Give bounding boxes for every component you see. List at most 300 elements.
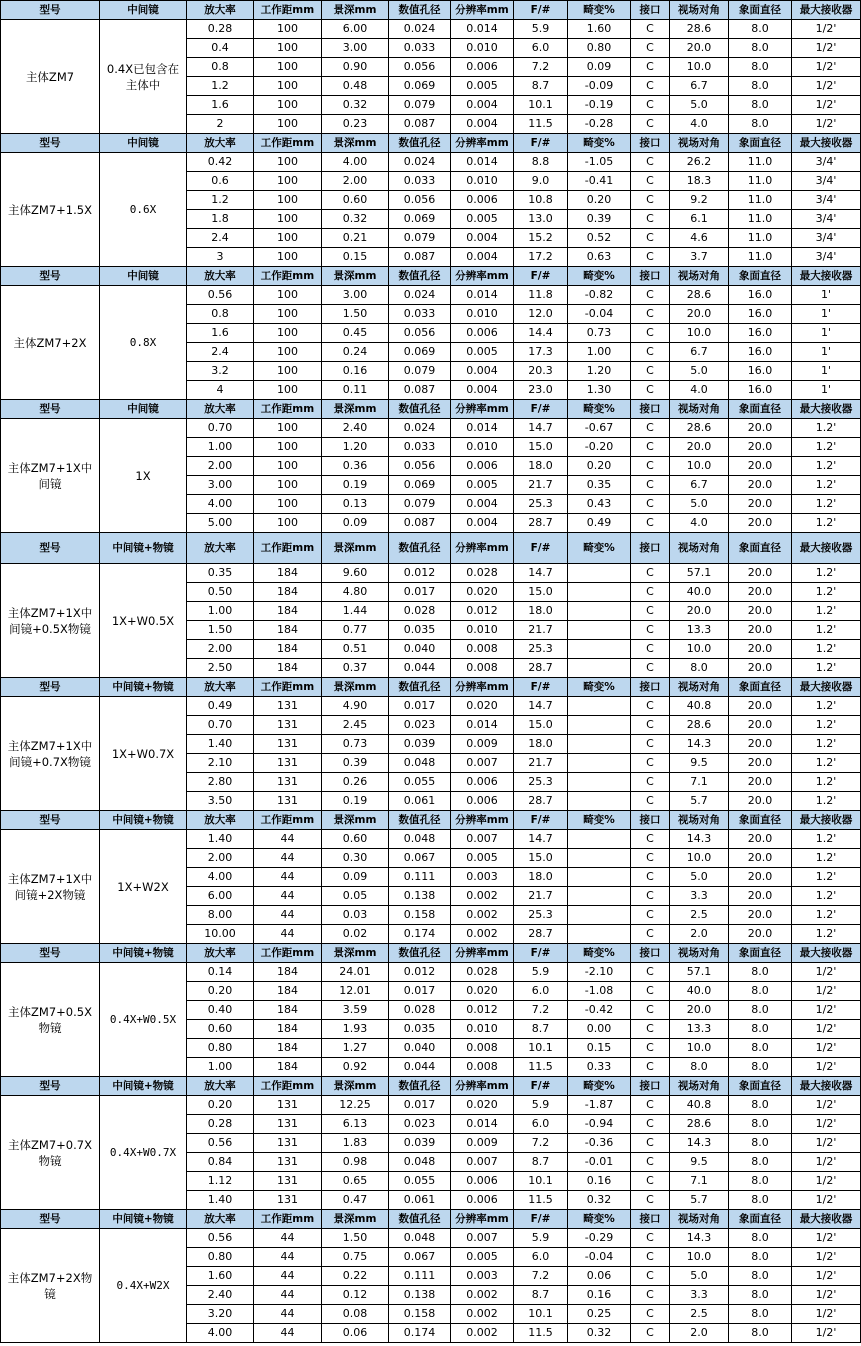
column-header: 接口 [631,1,670,20]
working-distance-cell: 184 [254,1039,322,1058]
magnification-cell: 2.4 [187,229,254,248]
image-diameter-cell: 16.0 [729,286,792,305]
column-header: 畸变% [568,678,631,697]
max-sensor-cell: 1.2' [792,792,861,811]
field-diagonal-cell: 5.0 [670,96,729,115]
column-header: 最大接收器 [792,267,861,286]
mount-cell: C [631,754,670,773]
image-diameter-cell: 11.0 [729,191,792,210]
mount-cell: C [631,324,670,343]
depth-of-field-cell: 3.59 [322,1001,389,1020]
mount-cell: C [631,1020,670,1039]
column-header: 畸变% [568,533,631,564]
magnification-cell: 2.80 [187,773,254,792]
column-header: 中间镜 [100,400,187,419]
field-diagonal-cell: 6.7 [670,476,729,495]
depth-of-field-cell: 0.15 [322,248,389,267]
column-header: 接口 [631,811,670,830]
column-header: 视场对角 [670,811,729,830]
magnification-cell: 1.8 [187,210,254,229]
numerical-aperture-cell: 0.079 [389,96,451,115]
column-header: 最大接收器 [792,1,861,20]
resolution-cell: 0.004 [451,362,514,381]
resolution-cell: 0.006 [451,773,514,792]
max-sensor-cell: 3/4' [792,210,861,229]
f-number-cell: 17.3 [514,343,568,362]
depth-of-field-cell: 0.21 [322,229,389,248]
max-sensor-cell: 1/2' [792,1191,861,1210]
model-cell: 主体ZM7+1X中间镜 [1,419,100,533]
column-header: 数值孔径 [389,678,451,697]
column-header: 最大接收器 [792,1210,861,1229]
depth-of-field-cell: 3.00 [322,39,389,58]
magnification-cell: 2.00 [187,640,254,659]
depth-of-field-cell: 0.37 [322,659,389,678]
working-distance-cell: 44 [254,830,322,849]
numerical-aperture-cell: 0.024 [389,419,451,438]
column-header: F/# [514,1,568,20]
image-diameter-cell: 8.0 [729,982,792,1001]
max-sensor-cell: 3/4' [792,248,861,267]
f-number-cell: 6.0 [514,1248,568,1267]
distortion-cell: -0.82 [568,286,631,305]
image-diameter-cell: 20.0 [729,457,792,476]
column-header: 景深mm [322,1,389,20]
depth-of-field-cell: 0.30 [322,849,389,868]
image-diameter-cell: 8.0 [729,1248,792,1267]
depth-of-field-cell: 4.90 [322,697,389,716]
magnification-cell: 0.20 [187,982,254,1001]
numerical-aperture-cell: 0.012 [389,963,451,982]
working-distance-cell: 100 [254,324,322,343]
resolution-cell: 0.003 [451,868,514,887]
magnification-cell: 1.40 [187,735,254,754]
f-number-cell: 21.7 [514,476,568,495]
numerical-aperture-cell: 0.035 [389,621,451,640]
numerical-aperture-cell: 0.039 [389,735,451,754]
group-header-row [1,134,861,153]
max-sensor-cell: 1.2' [792,476,861,495]
mount-cell: C [631,1324,670,1343]
image-diameter-cell: 20.0 [729,868,792,887]
image-diameter-cell: 16.0 [729,343,792,362]
column-header: 放大率 [187,1210,254,1229]
column-header: 畸变% [568,944,631,963]
numerical-aperture-cell: 0.174 [389,1324,451,1343]
column-header: 分辨率mm [451,1,514,20]
column-header: 接口 [631,1210,670,1229]
column-header: 型号 [1,400,100,419]
image-diameter-cell: 16.0 [729,362,792,381]
field-diagonal-cell: 9.5 [670,754,729,773]
numerical-aperture-cell: 0.048 [389,1229,451,1248]
f-number-cell: 15.0 [514,583,568,602]
column-header: 接口 [631,134,670,153]
working-distance-cell: 131 [254,735,322,754]
distortion-cell: 0.80 [568,39,631,58]
field-diagonal-cell: 26.2 [670,153,729,172]
magnification-cell: 10.00 [187,925,254,944]
distortion-cell: 1.20 [568,362,631,381]
max-sensor-cell: 3/4' [792,172,861,191]
working-distance-cell: 184 [254,583,322,602]
max-sensor-cell: 1/2' [792,982,861,1001]
column-header: 工作距mm [254,678,322,697]
distortion-cell [568,906,631,925]
working-distance-cell: 131 [254,1115,322,1134]
column-header: 最大接收器 [792,134,861,153]
field-diagonal-cell: 10.0 [670,1039,729,1058]
numerical-aperture-cell: 0.056 [389,58,451,77]
numerical-aperture-cell: 0.067 [389,849,451,868]
column-header: 最大接收器 [792,811,861,830]
f-number-cell: 8.7 [514,1020,568,1039]
max-sensor-cell: 1/2' [792,1134,861,1153]
max-sensor-cell: 1/2' [792,1096,861,1115]
resolution-cell: 0.007 [451,1229,514,1248]
mount-cell: C [631,963,670,982]
mount-cell: C [631,1001,670,1020]
column-header: 型号 [1,1077,100,1096]
numerical-aperture-cell: 0.033 [389,39,451,58]
image-diameter-cell: 20.0 [729,564,792,583]
working-distance-cell: 100 [254,495,322,514]
f-number-cell: 18.0 [514,457,568,476]
field-diagonal-cell: 57.1 [670,963,729,982]
working-distance-cell: 100 [254,96,322,115]
field-diagonal-cell: 2.5 [670,1305,729,1324]
image-diameter-cell: 20.0 [729,697,792,716]
working-distance-cell: 184 [254,963,322,982]
field-diagonal-cell: 2.0 [670,925,729,944]
image-diameter-cell: 8.0 [729,1115,792,1134]
column-header: 放大率 [187,1077,254,1096]
distortion-cell: 0.32 [568,1324,631,1343]
field-diagonal-cell: 5.0 [670,1267,729,1286]
working-distance-cell: 100 [254,419,322,438]
working-distance-cell: 184 [254,1020,322,1039]
column-header: 数值孔径 [389,400,451,419]
column-header: 工作距mm [254,400,322,419]
image-diameter-cell: 20.0 [729,925,792,944]
distortion-cell: 0.32 [568,1191,631,1210]
magnification-cell: 2 [187,115,254,134]
column-header: 象面直径 [729,134,792,153]
mount-cell: C [631,735,670,754]
mount-cell: C [631,191,670,210]
image-diameter-cell: 8.0 [729,1305,792,1324]
depth-of-field-cell: 4.80 [322,583,389,602]
field-diagonal-cell: 13.3 [670,1020,729,1039]
mount-cell: C [631,1229,670,1248]
column-header: 中间镜+物镜 [100,678,187,697]
column-header: 景深mm [322,533,389,564]
depth-of-field-cell: 0.11 [322,381,389,400]
distortion-cell [568,754,631,773]
working-distance-cell: 184 [254,659,322,678]
max-sensor-cell: 1/2' [792,1020,861,1039]
column-header: 型号 [1,1210,100,1229]
distortion-cell: -1.87 [568,1096,631,1115]
column-header: 最大接收器 [792,944,861,963]
mount-cell: C [631,830,670,849]
column-header: 分辨率mm [451,1077,514,1096]
image-diameter-cell: 20.0 [729,640,792,659]
f-number-cell: 17.2 [514,248,568,267]
depth-of-field-cell: 2.45 [322,716,389,735]
max-sensor-cell: 1.2' [792,514,861,533]
depth-of-field-cell: 6.00 [322,20,389,39]
numerical-aperture-cell: 0.048 [389,1153,451,1172]
resolution-cell: 0.004 [451,514,514,533]
column-header: 畸变% [568,811,631,830]
magnification-cell: 0.20 [187,1096,254,1115]
table-row [1,830,861,849]
image-diameter-cell: 20.0 [729,754,792,773]
max-sensor-cell: 1.2' [792,887,861,906]
numerical-aperture-cell: 0.067 [389,1248,451,1267]
mount-cell: C [631,39,670,58]
column-header: 最大接收器 [792,1077,861,1096]
field-diagonal-cell: 6.1 [670,210,729,229]
depth-of-field-cell: 0.19 [322,476,389,495]
distortion-cell: 1.30 [568,381,631,400]
magnification-cell: 1.6 [187,96,254,115]
mount-cell: C [631,602,670,621]
middle-lens-cell: 0.4X已包含在主体中 [100,20,187,134]
column-header: 景深mm [322,1210,389,1229]
working-distance-cell: 44 [254,1305,322,1324]
column-header: 景深mm [322,1077,389,1096]
field-diagonal-cell: 2.5 [670,906,729,925]
distortion-cell: 0.20 [568,457,631,476]
magnification-cell: 0.42 [187,153,254,172]
depth-of-field-cell: 0.36 [322,457,389,476]
distortion-cell: 0.16 [568,1286,631,1305]
mount-cell: C [631,229,670,248]
image-diameter-cell: 16.0 [729,324,792,343]
resolution-cell: 0.010 [451,438,514,457]
working-distance-cell: 100 [254,172,322,191]
column-header: 工作距mm [254,134,322,153]
image-diameter-cell: 8.0 [729,39,792,58]
image-diameter-cell: 8.0 [729,1096,792,1115]
max-sensor-cell: 1.2' [792,419,861,438]
depth-of-field-cell: 6.13 [322,1115,389,1134]
mount-cell: C [631,1134,670,1153]
max-sensor-cell: 1.2' [792,716,861,735]
resolution-cell: 0.006 [451,58,514,77]
column-header: 接口 [631,1077,670,1096]
distortion-cell: -0.19 [568,96,631,115]
numerical-aperture-cell: 0.087 [389,381,451,400]
distortion-cell: -0.29 [568,1229,631,1248]
max-sensor-cell: 1/2' [792,1172,861,1191]
depth-of-field-cell: 0.26 [322,773,389,792]
resolution-cell: 0.020 [451,982,514,1001]
magnification-cell: 0.56 [187,1134,254,1153]
group-header-row [1,944,861,963]
distortion-cell: 0.33 [568,1058,631,1077]
magnification-cell: 2.00 [187,457,254,476]
depth-of-field-cell: 12.25 [322,1096,389,1115]
depth-of-field-cell: 0.47 [322,1191,389,1210]
image-diameter-cell: 20.0 [729,887,792,906]
numerical-aperture-cell: 0.028 [389,1001,451,1020]
middle-lens-cell: 0.4X+W0.7X [100,1096,187,1210]
column-header: 畸变% [568,267,631,286]
numerical-aperture-cell: 0.035 [389,1020,451,1039]
column-header: 景深mm [322,134,389,153]
column-header: 视场对角 [670,678,729,697]
resolution-cell: 0.020 [451,697,514,716]
working-distance-cell: 184 [254,982,322,1001]
field-diagonal-cell: 10.0 [670,849,729,868]
field-diagonal-cell: 28.6 [670,716,729,735]
column-header: 数值孔径 [389,1,451,20]
column-header: F/# [514,944,568,963]
field-diagonal-cell: 4.0 [670,115,729,134]
middle-lens-cell: 0.8X [100,286,187,400]
numerical-aperture-cell: 0.048 [389,754,451,773]
image-diameter-cell: 8.0 [729,1134,792,1153]
mount-cell: C [631,792,670,811]
numerical-aperture-cell: 0.056 [389,191,451,210]
numerical-aperture-cell: 0.087 [389,248,451,267]
working-distance-cell: 100 [254,58,322,77]
resolution-cell: 0.004 [451,495,514,514]
magnification-cell: 1.40 [187,830,254,849]
f-number-cell: 12.0 [514,305,568,324]
magnification-cell: 0.70 [187,716,254,735]
field-diagonal-cell: 5.7 [670,792,729,811]
magnification-cell: 0.50 [187,583,254,602]
resolution-cell: 0.008 [451,1058,514,1077]
column-header: F/# [514,267,568,286]
mount-cell: C [631,621,670,640]
working-distance-cell: 131 [254,1191,322,1210]
column-header: F/# [514,1077,568,1096]
f-number-cell: 10.1 [514,1305,568,1324]
depth-of-field-cell: 0.90 [322,58,389,77]
distortion-cell [568,830,631,849]
working-distance-cell: 131 [254,1153,322,1172]
image-diameter-cell: 8.0 [729,115,792,134]
depth-of-field-cell: 1.93 [322,1020,389,1039]
resolution-cell: 0.005 [451,343,514,362]
distortion-cell: 1.00 [568,343,631,362]
f-number-cell: 11.5 [514,1191,568,1210]
image-diameter-cell: 20.0 [729,514,792,533]
distortion-cell: -1.08 [568,982,631,1001]
f-number-cell: 20.3 [514,362,568,381]
column-header: 视场对角 [670,533,729,564]
resolution-cell: 0.028 [451,564,514,583]
numerical-aperture-cell: 0.111 [389,868,451,887]
magnification-cell: 0.56 [187,1229,254,1248]
field-diagonal-cell: 20.0 [670,39,729,58]
resolution-cell: 0.006 [451,1191,514,1210]
column-header: 放大率 [187,1,254,20]
max-sensor-cell: 3/4' [792,191,861,210]
image-diameter-cell: 8.0 [729,963,792,982]
distortion-cell [568,887,631,906]
numerical-aperture-cell: 0.079 [389,229,451,248]
mount-cell: C [631,153,670,172]
numerical-aperture-cell: 0.061 [389,792,451,811]
column-header: 型号 [1,533,100,564]
depth-of-field-cell: 0.60 [322,830,389,849]
f-number-cell: 15.2 [514,229,568,248]
resolution-cell: 0.010 [451,1020,514,1039]
column-header: 象面直径 [729,1077,792,1096]
numerical-aperture-cell: 0.028 [389,602,451,621]
mount-cell: C [631,438,670,457]
working-distance-cell: 100 [254,438,322,457]
max-sensor-cell: 1.2' [792,754,861,773]
mount-cell: C [631,1153,670,1172]
distortion-cell: -0.41 [568,172,631,191]
working-distance-cell: 184 [254,1058,322,1077]
f-number-cell: 10.8 [514,191,568,210]
working-distance-cell: 131 [254,716,322,735]
image-diameter-cell: 11.0 [729,153,792,172]
image-diameter-cell: 20.0 [729,476,792,495]
magnification-cell: 0.80 [187,1039,254,1058]
f-number-cell: 10.1 [514,1172,568,1191]
column-header: 型号 [1,267,100,286]
numerical-aperture-cell: 0.033 [389,438,451,457]
column-header: 分辨率mm [451,944,514,963]
resolution-cell: 0.005 [451,1248,514,1267]
mount-cell: C [631,1191,670,1210]
field-diagonal-cell: 14.3 [670,1134,729,1153]
magnification-cell: 2.10 [187,754,254,773]
field-diagonal-cell: 3.3 [670,1286,729,1305]
field-diagonal-cell: 10.0 [670,457,729,476]
working-distance-cell: 131 [254,754,322,773]
field-diagonal-cell: 8.0 [670,659,729,678]
image-diameter-cell: 11.0 [729,210,792,229]
field-diagonal-cell: 5.0 [670,362,729,381]
resolution-cell: 0.014 [451,153,514,172]
column-header: 景深mm [322,400,389,419]
working-distance-cell: 131 [254,792,322,811]
column-header: 型号 [1,134,100,153]
image-diameter-cell: 8.0 [729,96,792,115]
image-diameter-cell: 8.0 [729,1039,792,1058]
max-sensor-cell: 1/2' [792,39,861,58]
max-sensor-cell: 1.2' [792,697,861,716]
column-header: 象面直径 [729,533,792,564]
column-header: 分辨率mm [451,811,514,830]
mount-cell: C [631,906,670,925]
depth-of-field-cell: 0.92 [322,1058,389,1077]
numerical-aperture-cell: 0.079 [389,495,451,514]
depth-of-field-cell: 0.98 [322,1153,389,1172]
magnification-cell: 0.70 [187,419,254,438]
working-distance-cell: 44 [254,925,322,944]
working-distance-cell: 100 [254,286,322,305]
depth-of-field-cell: 9.60 [322,564,389,583]
resolution-cell: 0.014 [451,419,514,438]
f-number-cell: 11.5 [514,1058,568,1077]
mount-cell: C [631,305,670,324]
column-header: 放大率 [187,400,254,419]
distortion-cell: 0.49 [568,514,631,533]
distortion-cell: 0.35 [568,476,631,495]
magnification-cell: 0.14 [187,963,254,982]
